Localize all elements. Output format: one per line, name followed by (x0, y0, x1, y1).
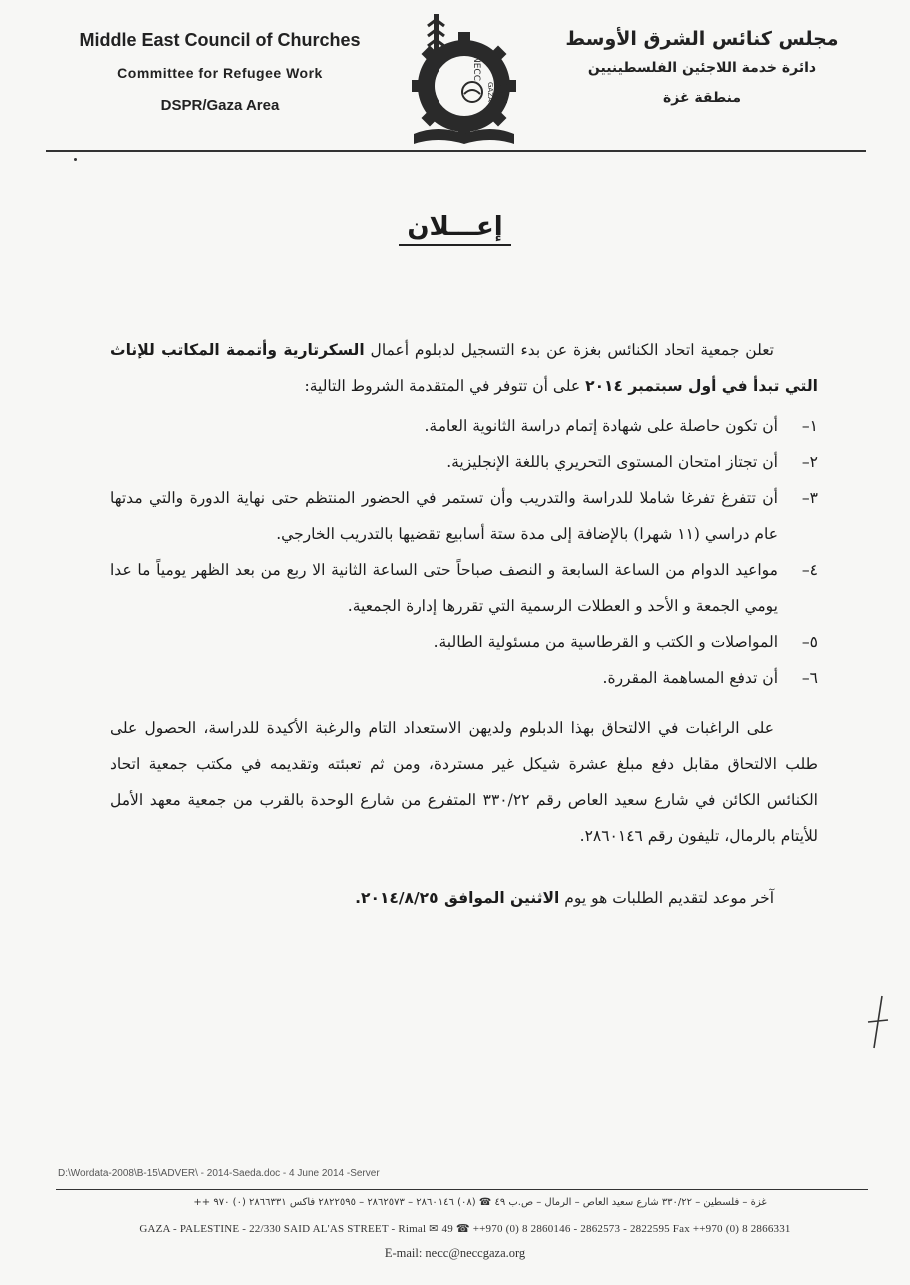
area-name-ar: منطقة غزة (663, 90, 741, 106)
header-english (40, 30, 400, 114)
condition-text: مواعيد الدوام من الساعة السابعة و النصف صباحاً حتى الساعة الثانية الا ربع من بعد الظهر يومياً ما عدا يومي الجمعة و الأحد و العطلات الرسمية التي تقررها إدارة الجمعية. (110, 561, 778, 615)
condition-number: ٣– (801, 489, 818, 507)
org-name-en: Middle East Council of Churches (79, 30, 361, 50)
org-name-ar: مجلس كنائس الشرق الأوسط (565, 28, 839, 50)
application-paragraph: على الراغبات في الالتحاق بهذا الدبلوم ولديهن الاستعداد التام والرغبة الأكيدة للدراسة، الحصول على طلب الالتحاق مقابل دفع مبلغ عشرة شيكل غير مستردة، ومن ثم تعبئته وتقديمه في مكتب جمعية اتحاد الكنائس الكائن في شارع سعيد العاص رقم ٣٣٠/٢٢ المتفرع من شارع الوحدة بالقرب من جمعية معهد الأمل للأيتام بالرمال، تليفون رقم ٢٨٦٠١٤٦. (110, 719, 818, 845)
svg-text:GAZA: GAZA (486, 82, 494, 102)
conditions-list (110, 408, 818, 696)
list-item (110, 480, 818, 552)
announcement-body (110, 332, 818, 916)
condition-text: أن تجتاز امتحان المستوى التحريري باللغة الإنجليزية. (446, 453, 778, 471)
footer-address-english: GAZA - PALESTINE - 22/330 SAID AL'AS STREET - Rimal ✉ 49 ☎ ++970 (0) 8 2860146 - 2862573 - 2822595 Fax ++970 (0) 8 2866331 (139, 1223, 791, 1235)
deadline-text: آخر موعد لتقديم الطلبات هو يوم (559, 889, 774, 907)
condition-number: ٦– (801, 669, 818, 687)
condition-text: أن تدفع المساهمة المقررة. (602, 669, 778, 687)
condition-number: ٤– (801, 561, 818, 579)
condition-text: المواصلات و الكتب و القرطاسية من مسئولية الطالبة. (433, 633, 778, 651)
committee-name-en: Committee for Refugee Work (117, 65, 323, 81)
intro-bold: السكرتارية وأتممة المكاتب للإناث التي تبدأ في أول سبتمبر ٢٠١٤ (110, 341, 818, 395)
intro-part2: على أن تتوفر في المتقدمة الشروط التالية: (304, 377, 586, 395)
condition-number: ٥– (801, 633, 818, 651)
svg-text:NECC: NECC (471, 56, 481, 81)
condition-text: أن تتفرغ تفرغا شاملا للدراسة والتدريب وأن تستمر في الحضور المنتظم حتى نهاية الدورة والتي مدتها عام دراسي (١١ شهرا) بالإضافة إلى مدة ستة أسابيع تقضيها بالتدريب الخارجي. (110, 489, 778, 543)
list-item (110, 660, 818, 696)
deadline-date: الاثنين الموافق ٢٠١٤/٨/٢٥. (355, 889, 560, 907)
list-item (110, 552, 818, 624)
footer-address-arabic: غزة – فلسطين – ٣٣٠/٢٢ شارع سعيد العاص – الرمال – ص.ب ٤٩ ☎ (٠٨) ٢٨٦٠١٤٦ – ٢٨٦٢٥٧٣ – ٢٨٢٢٥٩٥ فاكس ٢٨٦٦٣٣١ (٠) ٩٧٠ ++ (193, 1197, 767, 1208)
speck (74, 158, 77, 161)
area-name-en: DSPR/Gaza Area (160, 97, 280, 114)
header-arabic (552, 28, 852, 106)
announcement-title (0, 212, 910, 242)
pen-mark (862, 992, 892, 1052)
footer-divider (56, 1189, 868, 1190)
necc-logo (408, 12, 520, 150)
svg-text:CRW: CRW (497, 80, 508, 104)
list-item (110, 444, 818, 480)
committee-name-ar: دائرة خدمة اللاجئين الفلسطينيين (587, 60, 817, 76)
list-item (110, 624, 818, 660)
title-text: إعـــلان (399, 212, 510, 246)
footer-email: E-mail: necc@neccgaza.org (384, 1246, 526, 1260)
intro-paragraph (110, 332, 818, 404)
condition-text: أن تكون حاصلة على شهادة إتمام دراسة الثانوية العامة. (424, 417, 778, 435)
intro-part1: تعلن جمعية اتحاد الكنائس بغزة عن بدء التسجيل لدبلوم أعمال (364, 341, 774, 359)
list-item (110, 408, 818, 444)
file-path: D:\Wordata-2008\B-15\ADVER\ - 2014-Saeda.doc - 4 June 2014 -Server (58, 1168, 380, 1179)
condition-number: ٢– (801, 453, 818, 471)
header-divider (46, 150, 866, 152)
condition-number: ١– (801, 417, 818, 435)
deadline-paragraph (110, 880, 818, 916)
